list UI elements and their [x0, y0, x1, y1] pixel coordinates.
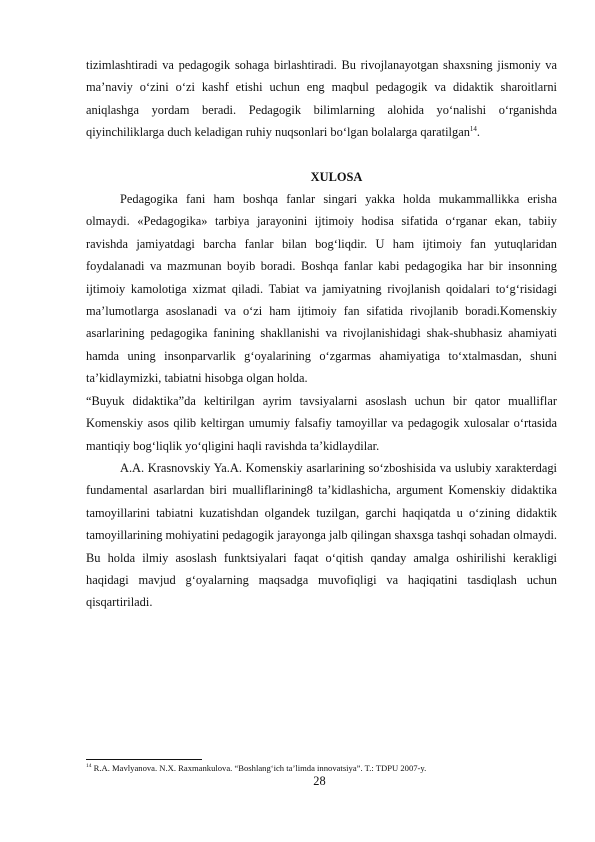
footnote-text: R.A. Mavlyanova. N.X. Raxmankulova. “Boshlang‘ich ta’limda innovatsiya”. T.: TDPU 2007-y.: [91, 763, 427, 773]
footnote-mark: 14: [86, 763, 92, 770]
paragraph-2: “Buyuk didaktika”da keltirilgan ayrim tavsiyalarni asoslash uchun bir qator mualliflar Komenskiy asos qilib keltirgan umumiy falsafiy tamoyillar va pedagogik xulosalar o‘rtasida mantiqiy bog‘liqlik yo‘qligini haqli ravishda ta’kidlaydilar.: [86, 393, 557, 453]
page-number: 28: [313, 774, 326, 788]
section-heading: XULOSA: [310, 169, 363, 184]
intro-paragraph-end: .: [476, 125, 480, 140]
footnote-reference[interactable]: 14: [469, 125, 477, 134]
paragraph-3: A.A. Krasnovskiy Ya.A. Komenskiy asarlarining so‘zboshisida va uslubiy xarakterdagi fundamental asarlardan biri mualliflarining8 ta’kidlashicha, argument Komenskiy didaktika tamoyillarini tabiatni kuzatishdan olgandek tuzilgan, garchi haqiqatda u o‘zining didaktik tamoyillarining mohiyatini pedagogik jarayonga jalb qilingan shaxsga tashqi sohadan olmaydi. Bu holda ilmiy asoslash funktsiyalari faqat o‘qitish qanday amalga oshirilishi kerakligi haqidagi mavjud g‘oyalarning maqsadga muvofiqligi va haqiqatini tasdiqlash uchun qisqartiriladi.: [86, 460, 557, 610]
document-body: [86, 54, 557, 614]
intro-paragraph: [86, 54, 557, 144]
intro-paragraph-text: tizimlashtiradi va pedagogik sohaga birlashtiradi. Bu rivojlanayotgan shaxsning jismoniy va ma’naviy o‘zini o‘zi kashf etishi uchun eng maqbul pedagogik va didaktik sharoitlarni aniqlashga yordam beradi. Pedagogik bilimlarning alohida yo‘nalishi o‘rganishda qiyinchiliklarga duch keladigan ruhiy nuqsonlari bo‘lgan bolalarga qaratilgan: [86, 58, 557, 140]
paragraph-1: Pedagogika fani ham boshqa fanlar singari yakka holda mukammallikka erisha olmaydi. «Pedagogika» tarbiya jarayonini ijtimoiy hodisa sifatida o‘rganar ekan, tabiiy ravishda jamiyatdagi barcha fanlar bilan bog‘liqdir. U ham ijtimoiy fan yutuqlaridan foydalanadi va mazmunan boyib boradi. Boshqa fanlar kabi pedagogika har bir insonning ijtimoiy kamolotiga xizmat qiladi. Tabiat va jamiyatning rivojlanish qoidalari to‘g‘risidagi ma’lumotlarga asoslanadi va o‘zi ham ijtimoiy fan sifatida rivojlanib boradi.Komenskiy asarlarining pedagogika fanining shakllanishi va rivojlanishidagi shak-shubhasiz ahamiyati hamda uning insonparvarlik g‘oyalarining o‘zgarmas ahamiyatiga to‘xtalmasdan, shuni ta’kidlaymizki, tabiatni hisobga olgan holda.: [86, 192, 557, 386]
footnote: [86, 763, 557, 774]
footnote-divider: [86, 759, 202, 760]
